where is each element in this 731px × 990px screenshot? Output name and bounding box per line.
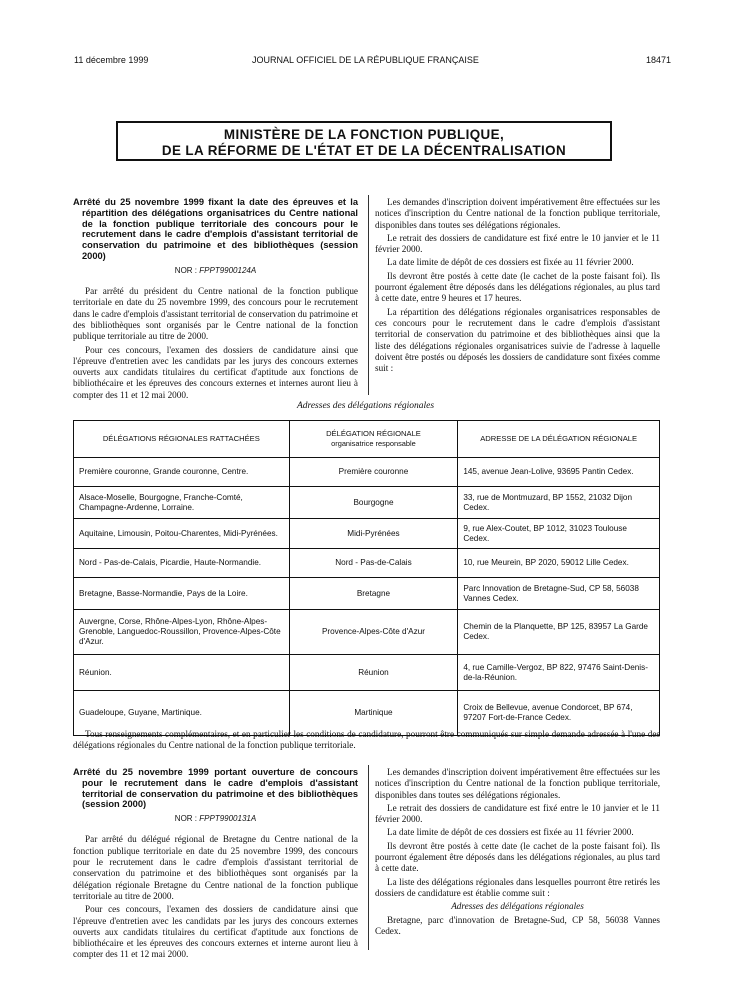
- cell-responsible: Réunion: [289, 655, 458, 691]
- cell-address: Croix de Bellevue, avenue Condorcet, BP 674, 97207 Fort-de-France Cedex.: [458, 691, 660, 736]
- table-row: [74, 549, 660, 578]
- header-page-number: 18471: [645, 55, 671, 65]
- article1-right-column: [375, 197, 660, 374]
- article1-paragraph: Ils devront être postés à cette date (le cachet de la poste faisant foi). Ils pourront également être déposés dans les délégations régionales, au plus tard à cette date, entre 9 heures et 17 heures.: [375, 270, 660, 304]
- cell-address: 33, rue de Montmuzard, BP 1552, 21032 Dijon Cedex.: [458, 487, 660, 519]
- table-header-row: [74, 421, 660, 458]
- cell-responsible: Nord - Pas-de-Calais: [289, 549, 458, 578]
- table-row: [74, 519, 660, 549]
- header-date: 11 décembre 1999: [74, 55, 149, 65]
- article1-paragraph: Par arrêté du président du Centre national de la fonction publique territoriale en date du 25 novembre 1999, des concours pour le recrutement dans le cadre d'emplois d'assistant territorial de conservation du patrimoine et des bibliothèques sont organisés par le Centre national de la fonction publique territoriale au titre de 2000.: [73, 286, 358, 342]
- article1-paragraph: La répartition des délégations régionales organisatrices responsables de ces concours pour le recrutement dans le cadre d'emplois d'assistant territorial de conservation du patrimoine et des bibliothèques ainsi que la liste des délégations régionales organisatrices suivie de l'adresse à laquelle doivent être postés ou déposés les dossiers de candidature sont fixées comme suit :: [375, 306, 660, 374]
- ministry-heading-line1: MINISTÈRE DE LA FONCTION PUBLIQUE,: [223, 127, 505, 142]
- table-caption: Adresses des délégations régionales: [296, 401, 435, 411]
- article2-right-column: [375, 767, 660, 937]
- article1-footer-note: Tous renseignements complémentaires, et en particulier les conditions de candidature, pourront être communiqués sur simple demande adressée à l'une des délégations régionales du Centre national de la fonction publique territoriale.: [73, 729, 660, 750]
- cell-address: Chemin de la Planquette, BP 125, 83957 La Garde Cedex.: [458, 610, 660, 655]
- article1-nor: NOR : FPPT9900124A: [174, 265, 257, 275]
- article2-left-column: [73, 767, 358, 961]
- header-journal-title: JOURNAL OFFICIEL DE LA RÉPUBLIQUE FRANÇAISE: [252, 55, 479, 65]
- cell-attached: Aquitaine, Limousin, Poitou-Charentes, Midi-Pyrénées.: [74, 519, 290, 549]
- cell-attached: Alsace-Moselle, Bourgogne, Franche-Comté, Champagne-Ardenne, Lorraine.: [74, 487, 290, 519]
- cell-attached: Première couronne, Grande couronne, Centre.: [74, 458, 290, 487]
- cell-address: Parc Innovation de Bretagne-Sud, CP 58, 56038 Vannes Cedex.: [458, 578, 660, 610]
- article1-paragraph: La date limite de dépôt de ces dossiers est fixée au 11 février 2000.: [387, 257, 634, 268]
- column-divider: [368, 195, 369, 395]
- article2-paragraph: Pour ces concours, l'examen des dossiers de candidature ainsi que l'épreuve d'entretien avec les candidats par les jurys des concours externes ouverts aux candidats titulaires du certificat d'aptitude aux fonctions de bibliothécaire et les épreuves des concours externes et interne auront lieu à compter des 11 et 12 mai 2000.: [73, 904, 358, 960]
- cell-address: 9, rue Alex-Coutet, BP 1012, 31023 Toulouse Cedex.: [458, 519, 660, 549]
- table-row: [74, 458, 660, 487]
- cell-attached: Auvergne, Corse, Rhône-Alpes-Lyon, Rhône-Alpes-Grenoble, Languedoc-Roussillon, Provence-Alpes-Côte d'Azur.: [74, 610, 290, 655]
- ministry-heading-box: [116, 121, 612, 161]
- cell-responsible: Provence-Alpes-Côte d'Azur: [289, 610, 458, 655]
- cell-attached: Réunion.: [74, 655, 290, 691]
- cell-responsible: Bretagne: [289, 578, 458, 610]
- cell-responsible: Bourgogne: [289, 487, 458, 519]
- cell-responsible: Midi-Pyrénées: [289, 519, 458, 549]
- cell-address: 4, rue Camille-Vergoz, BP 822, 97476 Saint-Denis-de-la-Réunion.: [458, 655, 660, 691]
- table-header-address: ADRESSE DE LA DÉLÉGATION RÉGIONALE: [458, 421, 660, 458]
- table-header-attached: DÉLÉGATIONS RÉGIONALES RATTACHÉES: [74, 421, 290, 458]
- cell-responsible: Première couronne: [289, 458, 458, 487]
- article1-paragraph: Le retrait des dossiers de candidature est fixé entre le 10 janvier et le 11 février 2000.: [375, 232, 660, 255]
- article2-paragraph: Ils devront être postés à cette date (le cachet de la poste faisant foi). Ils pourront également être déposés dans les délégations régionales, au plus tard à cette date.: [375, 840, 660, 874]
- table-row: [74, 610, 660, 655]
- article1-left-column: [73, 197, 358, 401]
- article2-address: Bretagne, parc d'innovation de Bretagne-Sud, CP 58, 56038 Vannes Cedex.: [375, 914, 660, 936]
- table-row: [74, 655, 660, 691]
- cell-address: 145, avenue Jean-Lolive, 93695 Pantin Cedex.: [458, 458, 660, 487]
- cell-address: 10, rue Meurein, BP 2020, 59012 Lille Cedex.: [458, 549, 660, 578]
- table-row: [74, 578, 660, 610]
- cell-attached: Guadeloupe, Guyane, Martinique.: [74, 691, 290, 736]
- article1-title: Arrêté du 25 novembre 1999 fixant la date des épreuves et la répartition des délégations organisatrices du Centre national de la fonction publique territoriale des concours pour le recrutement dans le cadre d'emplois d'assistant territorial de conservation du patrimoine et des bibliothèques (session 2000): [73, 197, 358, 261]
- cell-attached: Bretagne, Basse-Normandie, Pays de la Loire.: [74, 578, 290, 610]
- article2-paragraph: Le retrait des dossiers de candidature est fixé entre le 10 janvier et le 11 février 2000.: [375, 802, 660, 825]
- cell-responsible: Martinique: [289, 691, 458, 736]
- delegations-table: [73, 420, 660, 736]
- article2-sub-caption: Adresses des délégations régionales: [451, 901, 584, 912]
- article2-paragraph: Les demandes d'inscription doivent impérativement être effectuées sur les notices d'inscription du Centre national de la fonction publique territoriale, disponibles dans toutes ses délégations régionales.: [375, 767, 660, 800]
- article2-paragraph: La date limite de dépôt de ces dossiers est fixée au 11 février 2000.: [387, 827, 634, 838]
- cell-attached: Nord - Pas-de-Calais, Picardie, Haute-Normandie.: [74, 549, 290, 578]
- ministry-heading-line2: DE LA RÉFORME DE L'ÉTAT ET DE LA DÉCENTRALISATION: [161, 143, 567, 158]
- table-header-responsible: DÉLÉGATION RÉGIONALE organisatrice responsable: [289, 421, 458, 458]
- table-row: [74, 487, 660, 519]
- article1-paragraph: Les demandes d'inscription doivent impérativement être effectuées sur les notices d'inscription du Centre national de la fonction publique territoriale, disponibles dans toutes ses délégations régionales.: [375, 197, 660, 230]
- article2-paragraph: Par arrêté du délégué régional de Bretagne du Centre national de la fonction publique territoriale en date du 25 novembre 1999, des concours pour le recrutement dans le cadre d'emplois d'assistant territorial de conservation du patrimoine et des bibliothèques sont organisés par la délégation régionale Bretagne du Centre national de la fonction publique territoriale au titre de 2000.: [73, 834, 358, 901]
- column-divider: [368, 765, 369, 950]
- article2-title: Arrêté du 25 novembre 1999 portant ouverture de concours pour le recrutement dans le cadre d'emplois d'assistant territorial de conservation du patrimoine et des bibliothèques (session 2000): [73, 767, 358, 810]
- article2-paragraph: La liste des délégations régionales dans lesquelles pourront être retirés les dossiers de candidature est établie comme suit :: [375, 876, 660, 898]
- article1-paragraph: Pour ces concours, l'examen des dossiers de candidature ainsi que l'épreuve d'entretien avec les candidats par les jurys des concours externes ouverts aux candidats titulaires du certificat d'aptitude aux fonctions de bibliothécaire et les épreuves des concours externes et internes auront lieu à compter des 11 et 12 mai 2000.: [73, 344, 358, 400]
- article2-nor: NOR : FPPT9900131A: [174, 814, 257, 824]
